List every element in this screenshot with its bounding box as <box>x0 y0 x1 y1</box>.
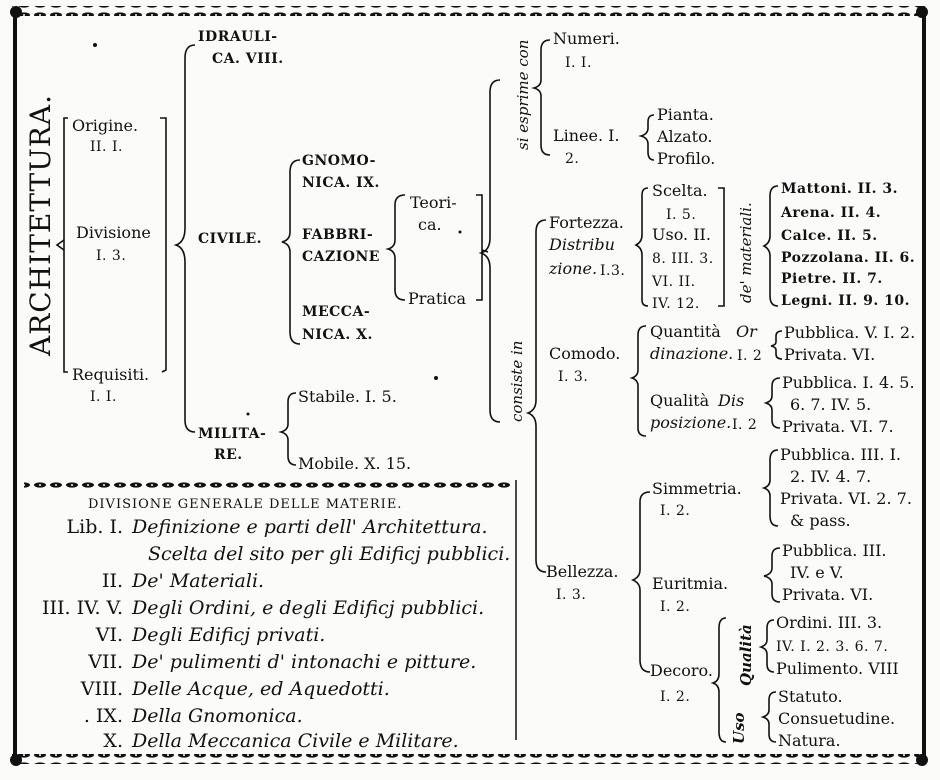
comodo-pubblica-2b: 6. 7. IV. 5. <box>790 395 872 414</box>
fabbricazione-label: FABBRI- <box>302 227 374 243</box>
pratica-label: Pratica <box>408 289 466 308</box>
ordini-ref: IV. I. 2. 3. 6. 7. <box>776 639 889 655</box>
civile-label: CIVILE. <box>198 231 262 247</box>
gnomonica-ref: NICA. IX. <box>302 175 380 191</box>
legend-num: VI. <box>95 624 123 646</box>
legend-text: Scelta del sito per gli Edificj pubblici. <box>148 543 511 565</box>
militare-ref: RE. <box>214 447 243 463</box>
stabile-label: Stabile. I. 5. <box>298 387 397 406</box>
teorica-label: Teori- <box>410 193 457 212</box>
uso-ref-2: VI. II. <box>652 274 696 290</box>
ordinazione-ref: I. 2 <box>737 348 763 364</box>
meccanica-ref: NICA. X. <box>302 327 373 343</box>
uso-label: Uso. II. <box>652 225 711 244</box>
qualita-label: Qualità <box>650 391 710 410</box>
ordinazione-label-a: Or <box>736 322 757 341</box>
legend-num: X. <box>103 730 123 752</box>
legend-text: Delle Acque, ed Aquedotti. <box>132 678 390 700</box>
decoro-ref: I. 2. <box>660 689 691 705</box>
uso-ref-1: 8. III. 3. <box>652 251 714 267</box>
divisione-ref: I. 3. <box>96 248 127 264</box>
main-title: ARCHITETTURA. <box>24 94 57 356</box>
simmetria-pubblica-2: 2. IV. 4. 7. <box>790 467 872 486</box>
arena-label: Arena. II. 4. <box>781 205 882 221</box>
pulimento-label: Pulimento. VIII <box>776 659 899 678</box>
comodo-privata-1: Privata. VI. <box>784 345 876 364</box>
linee-ref: 2. <box>565 151 580 167</box>
legend-num: III. IV. V. <box>41 597 123 619</box>
statuto-label: Statuto. <box>778 687 843 706</box>
disposizione-label-a: Dis <box>718 391 745 410</box>
pianta-label: Pianta. <box>657 105 714 124</box>
profilo-label: Profilo. <box>657 149 716 168</box>
teorica-label-2: ca. <box>418 215 442 234</box>
fabbricazione-ref: CAZIONE <box>302 249 380 265</box>
meccanica-label: MECCA- <box>302 304 371 320</box>
numeri-ref: I. I. <box>565 55 592 71</box>
bottom-ornament-border <box>12 754 928 764</box>
euritmia-pubblica-2: IV. e V. <box>790 563 844 582</box>
legend-num: Lib. I. <box>66 516 123 538</box>
euritmia-privata: Privata. VI. <box>782 585 874 604</box>
pietre-label: Pietre. II. 7. <box>781 271 883 287</box>
gnomonica-label: GNOMO- <box>302 153 376 169</box>
legni-label: Legni. II. 9. 10. <box>781 293 910 309</box>
de-materiali-label: de' materiali. <box>737 202 755 303</box>
linee-label: Linee. I. <box>553 126 620 145</box>
comodo-label: Comodo. <box>549 344 621 363</box>
decoro-qualita-label: Qualità <box>737 624 755 686</box>
idraulica-ref: CA. VIII. <box>212 51 284 67</box>
legend-text: Degli Ordini, e degli Edificj pubblici. <box>132 597 485 619</box>
numeri-label: Numeri. <box>553 29 620 48</box>
legend-num: II. <box>101 570 123 592</box>
disposizione-ref: I. 2 <box>732 417 758 433</box>
legend-text: Della Meccanica Civile e Militare. <box>132 730 459 752</box>
legend-text: De' Materiali. <box>132 570 265 592</box>
consuetudine-label: Consuetudine. <box>778 709 896 728</box>
origine-ref: II. I. <box>90 139 123 155</box>
quantita-label: Quantità <box>650 322 721 341</box>
decoro-uso-label: Uso <box>730 712 748 744</box>
legend-ornament-border <box>24 478 514 488</box>
disposizione-label-b: posizione. <box>650 413 732 432</box>
ordinazione-label-b: dinazione. <box>650 344 734 363</box>
decoro-label: Decoro. <box>650 661 713 680</box>
si-esprime-con-label: si esprime con <box>514 39 532 150</box>
euritmia-label: Euritmia. <box>652 574 729 593</box>
requisiti-ref: I. I. <box>90 389 117 405</box>
natura-label: Natura. <box>778 731 841 750</box>
scelta-ref: I. 5. <box>666 207 697 223</box>
simmetria-pubblica: Pubblica. III. I. <box>780 445 901 464</box>
consiste-in-label: consiste in <box>508 340 526 422</box>
euritmia-pubblica: Pubblica. III. <box>782 541 887 560</box>
distribuzione-ref: I.3. <box>600 263 626 279</box>
comodo-pubblica-1: Pubblica. V. I. 2. <box>784 323 916 342</box>
legend-text: Definizione e parti dell' Architettura. <box>132 516 488 538</box>
legend-num: VIII. <box>80 678 123 700</box>
idraulica-label: IDRAULI- <box>198 29 278 45</box>
legend-text: Della Gnomonica. <box>132 705 303 727</box>
fortezza-label: Fortezza. <box>549 213 624 232</box>
legend-title: DIVISIONE GENERALE DELLE MATERIE. <box>88 497 403 512</box>
simmetria-privata-2: & pass. <box>790 511 851 530</box>
legend-num: . IX. <box>83 705 123 727</box>
militare-label: MILITA- <box>198 426 267 442</box>
legend-num: VII. <box>88 651 123 673</box>
bellezza-label: Bellezza. <box>546 562 619 581</box>
simmetria-ref: I. 2. <box>660 503 691 519</box>
top-ornament-border <box>12 6 928 16</box>
euritmia-ref: I. 2. <box>660 599 691 615</box>
simmetria-label: Simmetria. <box>652 479 742 498</box>
comodo-pubblica-2: Pubblica. I. 4. 5. <box>782 373 915 392</box>
origine-label: Origine. <box>72 116 139 135</box>
scelta-label: Scelta. <box>652 181 708 200</box>
calce-label: Calce. II. 5. <box>781 228 878 244</box>
distribuzione-label: Distribu <box>549 235 615 254</box>
legend-text: De' pulimenti d' intonachi e pitture. <box>132 651 477 673</box>
mobile-label: Mobile. X. 15. <box>298 454 412 473</box>
comodo-privata-2: Privata. VI. 7. <box>782 417 894 436</box>
requisiti-label: Requisiti. <box>72 365 150 384</box>
mattoni-label: Mattoni. II. 3. <box>781 181 899 197</box>
uso-ref-3: IV. 12. <box>652 296 700 312</box>
legend-text: Degli Edificj privati. <box>132 624 326 646</box>
pozzolana-label: Pozzolana. II. 6. <box>781 250 916 266</box>
divisione-label: Divisione <box>76 223 151 242</box>
bellezza-ref: I. 3. <box>556 587 587 603</box>
comodo-ref: I. 3. <box>558 369 589 385</box>
distribuzione-label-2: zione. <box>549 259 598 278</box>
alzato-label: Alzato. <box>657 127 713 146</box>
ordini-label: Ordini. III. 3. <box>776 613 883 632</box>
simmetria-privata: Privata. VI. 2. 7. <box>780 489 912 508</box>
